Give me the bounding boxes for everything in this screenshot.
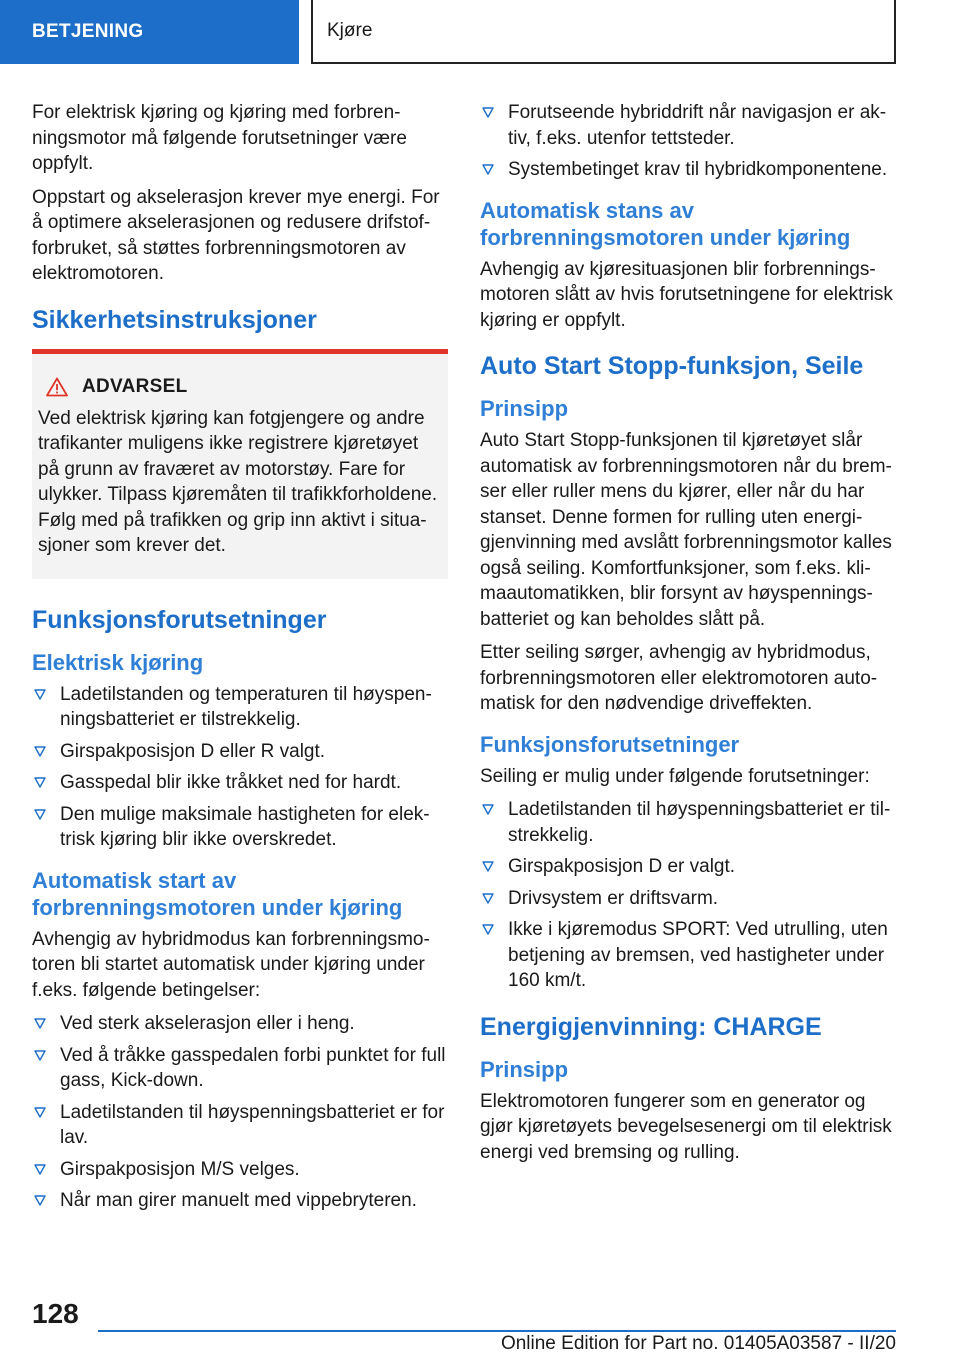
triangle-bullet-icon	[34, 1164, 46, 1176]
triangle-bullet-icon	[34, 1107, 46, 1119]
list-item	[32, 1011, 448, 1037]
intro-paragraph-2: Oppstart og akselerasjon krever mye energi. For å optimere akselerasjonen og redusere drifstof-forbruket, så støttes forbrenningsmotoren av elektromotoren.	[32, 186, 440, 284]
list-item	[32, 1100, 448, 1151]
chapter-tab	[311, 0, 896, 64]
list-item	[480, 886, 896, 912]
section-tab	[0, 0, 299, 64]
warning-text: Ved elektrisk kjøring kan fotgjengere og andre trafikanter muligens ikke registrere kjøretøyet på grunn av fraværet av motorstøy. Fare for ulykker. Tilpass kjøremåten til trafikkforholdene. Følg med på trafikken og grip inn aktivt i situa-sjoner som krever det.	[38, 407, 438, 556]
list-item-text: Ladetilstanden til høyspenningsbatteriet er for lav.	[60, 1101, 445, 1148]
list-item-text: Ved å tråkke gasspedalen forbi punktet for full gass, Kick-down.	[60, 1044, 446, 1091]
page-number: 128	[32, 1298, 79, 1329]
automatic-stop-paragraph: Avhengig av kjøresituasjonen blir forbrennings-motoren slått av hvis forutsetningene for elektrisk kjøring er oppfylt.	[480, 258, 893, 331]
triangle-bullet-icon	[482, 861, 494, 873]
list-item	[32, 1043, 448, 1094]
list-item	[32, 1157, 448, 1183]
chapter-title: Kjøre	[327, 20, 373, 41]
list-item	[480, 854, 896, 880]
list-item-text: Når man girer manuelt med vippebryteren.	[60, 1190, 417, 1211]
triangle-bullet-icon	[34, 777, 46, 789]
list-item	[32, 802, 448, 853]
list-item-text: Systembetinget krav til hybridkomponentene.	[508, 159, 888, 180]
charge-paragraph: Elektromotoren fungerer som en generator og gjør kjøretøyets bevegelsesenergi om til elektrisk energi ved bremsing og rulling.	[480, 1090, 892, 1163]
automatic-start-list	[32, 1011, 448, 1214]
warning-title: ADVARSEL	[82, 375, 188, 397]
list-item	[32, 770, 448, 796]
list-item-text: Forutseende hybriddrift når navigasjon er ak-tiv, f.eks. utenfor tettsteder.	[508, 102, 887, 149]
list-item-text: Ladetilstanden til høyspenningsbatteriet er til-strekkelig.	[508, 799, 891, 846]
list-item-text: Girspakposisjon D er valgt.	[508, 856, 736, 877]
principle-paragraph-2: Etter seiling sørger, avhengig av hybridmodus, forbrenningsmotoren eller elektromotoren auto-matisk for den nødvendige driveffekten.	[480, 642, 878, 714]
triangle-bullet-icon	[34, 746, 46, 758]
triangle-bullet-icon	[34, 1018, 46, 1030]
warning-header	[38, 376, 440, 398]
left-column	[32, 100, 448, 1220]
list-item-text: Drivsystem er driftsvarm.	[508, 887, 719, 909]
triangle-bullet-icon	[482, 804, 494, 816]
footer-edition: Online Edition for Part no. 01405A03587 - II/20	[500, 1333, 896, 1354]
triangle-bullet-icon	[34, 809, 46, 821]
list-item	[480, 157, 896, 183]
section-title: BETJENING	[32, 21, 144, 42]
list-item	[32, 682, 448, 733]
electric-driving-heading: Elektrisk kjøring	[32, 649, 204, 675]
safety-heading: Sikkerhetsinstruksjoner	[32, 305, 317, 334]
list-item-text: Den mulige maksimale hastigheten for elek-trisk kjøring blir ikke overskredet.	[60, 803, 430, 850]
electric-requirements-list	[32, 682, 448, 853]
hybrid-conditions-list	[480, 100, 896, 183]
automatic-start-heading: Automatisk start av forbrenningsmotoren under kjøring	[32, 867, 403, 920]
triangle-bullet-icon	[482, 164, 494, 176]
list-item	[480, 797, 896, 848]
list-item	[32, 739, 448, 765]
triangle-bullet-icon	[34, 1050, 46, 1062]
list-item-text: Gasspedal blir ikke tråkket ned for hardt.	[60, 772, 402, 793]
energy-recovery-heading: Energigjenvinning: CHARGE	[480, 1012, 822, 1041]
list-item-text: Ikke i kjøremodus SPORT: Ved utrulling, uten betjening av bremsen, ved hastigheter under 160 km/t.	[508, 919, 888, 991]
list-item	[480, 100, 896, 151]
triangle-bullet-icon	[482, 107, 494, 119]
list-item	[32, 1188, 448, 1214]
automatic-start-paragraph: Avhengig av hybridmodus kan forbrenningsmo-toren bli startet automatisk under kjøring under f.eks. følgende betingelser:	[32, 928, 430, 1001]
auto-start-stop-heading: Auto Start Stopp-funksjon, Seile	[480, 352, 864, 380]
triangle-bullet-icon	[34, 1195, 46, 1207]
principle-heading: Prinsipp	[480, 396, 569, 421]
sailing-requirements-list	[480, 797, 896, 994]
footer-rule	[98, 1330, 896, 1332]
list-item-text: Girspakposisjon D eller R valgt.	[60, 740, 326, 762]
functional-requirements-heading: Funksjonsforutsetninger	[32, 605, 327, 634]
charge-principle-heading: Prinsipp	[480, 1056, 569, 1082]
sailing-requirements-paragraph: Seiling er mulig under følgende forutsetninger:	[480, 765, 870, 787]
right-column	[480, 100, 896, 1173]
warning-box	[32, 354, 448, 579]
list-item-text: Ladetilstanden og temperaturen til høyspen-ningsbatteriet er tilstrekkelig.	[60, 683, 432, 730]
sailing-requirements-heading: Funksjonsforutsetninger	[480, 731, 740, 757]
list-item-text: Ved sterk akselerasjon eller i heng.	[60, 1013, 355, 1034]
triangle-bullet-icon	[482, 893, 494, 905]
list-item	[480, 917, 896, 994]
intro-paragraph-1: For elektrisk kjøring og kjøring med forbren-ningsmotor må følgende forutsetninger være oppfylt.	[32, 102, 407, 174]
principle-paragraph-1: Auto Start Stopp-funksjonen til kjøretøyet slår automatisk av forbrenningsmotoren når du brem-ser eller ruller mens du kjører, eller når du har stanset. Denne formen for rulling uten energi-gjenvinning med avslått forbrenningsmotor kalles også seiling. Komfortfunksjoner, som f.eks. kli-maautomatikken, blir forsynt av høyspennings-batteriet og kan beholdes slått på.	[480, 430, 892, 630]
list-item-text: Girspakposisjon M/S velges.	[60, 1158, 300, 1180]
triangle-bullet-icon	[482, 924, 494, 936]
triangle-bullet-icon	[34, 689, 46, 701]
automatic-stop-heading: Automatisk stans av forbrenningsmotoren under kjøring	[480, 197, 851, 250]
warning-triangle-icon	[46, 377, 68, 397]
